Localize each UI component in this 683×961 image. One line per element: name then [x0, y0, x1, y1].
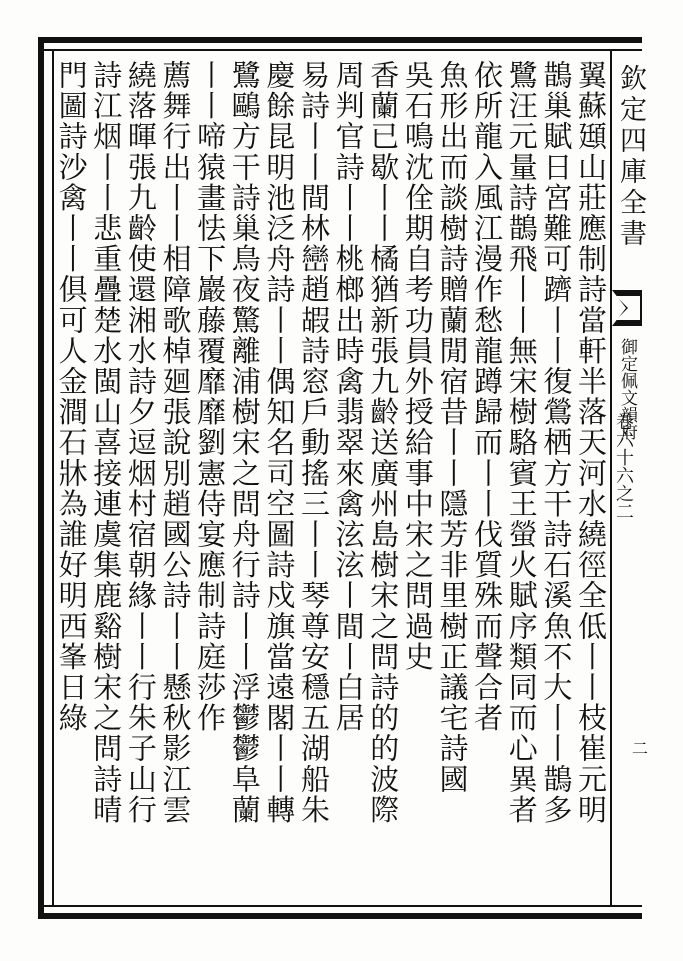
text-column-16: 門圖詩沙禽丨丨俱可人金澗石牀為誰好明西峯日綠	[54, 60, 89, 734]
text-column-12: 丨丨啼猿畫怯下巖藤覆靡靡劉憲侍宴應制詩庭莎作	[193, 60, 228, 734]
page-number: 二	[632, 739, 649, 758]
text-column-7: 香蘭已歇丨丨橘猶新張九齡送廣州島樹宋之問詩的的波際	[366, 60, 401, 825]
text-column-5: 魚形出而談樹詩贈蘭閒宿昔丨丨隱芳非里樹正議宅詩國	[435, 60, 470, 795]
text-column-2: 鵲巢賦日宮難可躋丨丨復鶯栖方干詩石溪魚不大丨丨鵲多	[539, 60, 574, 825]
left-border-rule	[52, 49, 54, 907]
top-border-rule	[38, 49, 642, 51]
text-column-11: 鷺鷗方干詩巢鳥夜驚離浦樹宋之問舟行詩丨丨浮鬱鬱阜蘭	[227, 60, 262, 825]
text-column-10: 慶餘昆明池泛舟詩丨丨偶知名司空圖詩戍旗當遠閣丨丨轉	[262, 60, 297, 825]
text-column-9: 易詩丨丨間林巒趙嘏詩窓戶動搖三丨丨琴尊安穩五湖船朱	[297, 60, 331, 825]
text-column-14: 繞落暉張九齡使還湘水詩夕逗烟村宿朝緣丨丨行朱子山行	[123, 60, 158, 825]
text-column-3: 鷺汪元量詩鵲飛丨丨無宋樹駱賓王螢火賦序類同而心異者	[504, 60, 539, 825]
volume-reference: 卷六十六之二	[613, 412, 634, 520]
text-column-4: 依所龍入風江漫作愁龍蹲歸而丨丨伐質殊而聲合者	[470, 60, 505, 734]
library-title: 欽定四庫全書	[615, 64, 646, 250]
text-column-8: 周判官詩丨丨桃榔出時禽翡翠來禽泫泫丨間丨白居	[331, 60, 366, 734]
text-column-13: 薦舞行出丨丨相障歌棹廻張說別趙國公詩丨丨懸秋影江雲	[158, 60, 193, 825]
text-column-6: 吳石鳴沈佺期自考功員外授給事中宋之問過史	[400, 60, 435, 672]
text-column-1: 翼蘇頲山莊應制詩當軒半落天河水繞徑全低丨丨枝崔元明	[574, 60, 608, 825]
fishtail-mark-icon	[612, 286, 642, 330]
book-reference: 御定佩文韻府	[617, 338, 637, 440]
text-column-15: 詩江烟丨丨悲重疊楚水閩山喜接連虞集鹿谿樹宋之問詩晴	[89, 60, 124, 825]
bottom-border-rule	[38, 905, 642, 907]
